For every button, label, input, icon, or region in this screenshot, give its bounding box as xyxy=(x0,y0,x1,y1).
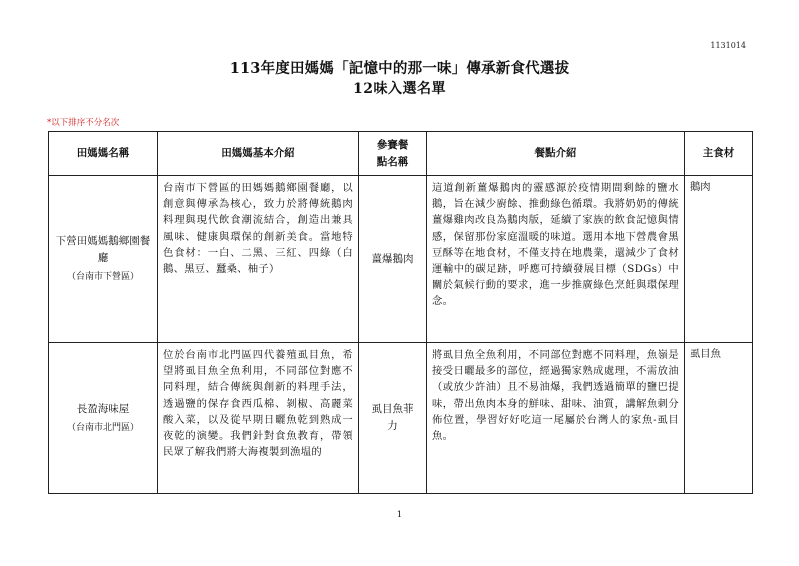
header-farm-name: 田媽媽名稱 xyxy=(49,132,158,176)
dish-description-cell xyxy=(427,176,685,343)
dish-name: 薑爆鵝肉 xyxy=(371,252,414,265)
table-row xyxy=(49,343,753,494)
farm-name: 長盈海味屋 xyxy=(76,402,130,415)
main-ingredient-cell xyxy=(685,343,753,494)
farm-intro: 台南市下營區的田媽媽鵝鄉園餐廳，以創意與傳承為核心，致力於將傳統鵝肉料理與現代飲食潮流結合，創造出兼具風味、健康與環保的創新美食。當地特色食材：一白、二黑、三紅、四綠（白鵝、黑豆、蠶桑、柚子） xyxy=(163,182,353,276)
document-code: 1131014 xyxy=(710,41,746,50)
table-row xyxy=(49,176,753,343)
farm-location: （台南市北門區） xyxy=(66,422,139,433)
farm-intro-cell xyxy=(158,343,359,494)
dish-name-cell xyxy=(359,343,427,494)
dish-description: 這道創新薑爆鵝肉的靈感源於疫情期間剩餘的鹽水鵝，旨在減少廚餘、推動綠色循環。我將奶奶的傳統薑爆雞肉改良為鵝肉版，延續了家族的飲食記憶與情感，保留那份家庭溫暖的味道。選用本地下營農會黑豆酥等在地食材，不僅支持在地農業，還減少了食材運輸中的碳足跡，呼應可持續發展目標（SDGs）中關於氣候行動的要求，進一步推廣綠色烹飪與環保理念。 xyxy=(432,182,679,308)
header-main-ingredient: 主食材 xyxy=(685,132,753,176)
header-farm-intro: 田媽媽基本介紹 xyxy=(158,132,359,176)
farm-name-cell xyxy=(49,343,158,494)
dish-description-cell xyxy=(427,343,685,494)
page-number: 1 xyxy=(396,510,403,520)
main-ingredient: 虱目魚 xyxy=(690,348,721,360)
dish-name-cell xyxy=(359,176,427,343)
table-header-row xyxy=(49,132,753,176)
farm-intro: 位於台南市北門區四代養殖虱目魚，希望將虱目魚全魚利用，不同部位對應不同料理，結合傳統與創新的料理手法，透過鹽的保存食西瓜棉、剝椒、高麗菜酸入菜，以及從早期日曬魚乾到熟成一夜乾的演變。我們針對食魚教育，帶領民眾了解我們將大海複製到漁塭的 xyxy=(163,349,353,459)
ordering-note: *以下排序不分名次 xyxy=(47,118,120,128)
header-dish-name xyxy=(359,132,427,176)
selection-table xyxy=(48,131,753,494)
farm-intro-cell xyxy=(158,176,359,343)
farm-name-cell xyxy=(49,176,158,343)
document-subtitle: 12味入選名單 xyxy=(353,81,446,97)
main-ingredient-cell xyxy=(685,176,753,343)
document-title: 113年度田媽媽「記憶中的那一味」傳承新食代選拔 xyxy=(229,60,570,77)
farm-location: （台南市下營區） xyxy=(66,272,139,282)
main-ingredient: 鵝肉 xyxy=(690,181,711,193)
header-dish-description: 餐點介紹 xyxy=(427,132,685,176)
farm-name: 下營田媽媽鵝鄉園餐廳 xyxy=(55,235,151,264)
dish-description: 將虱目魚全魚利用，不同部位對應不同料理，魚嶺是接受日曬最多的部位，經過獨家熟成處理，不需放油（或放少許油）且不易油爆，我們透過簡單的鹽巴提味，帶出魚肉本身的鮮味、甜味、油質，講解魚刺分佈位置，學習好好吃這一尾屬於台灣人的家魚-虱目魚。 xyxy=(432,349,679,443)
dish-name: 虱目魚菲力 xyxy=(371,403,414,432)
header-dish-name-text: 參賽餐點名稱 xyxy=(376,138,409,168)
